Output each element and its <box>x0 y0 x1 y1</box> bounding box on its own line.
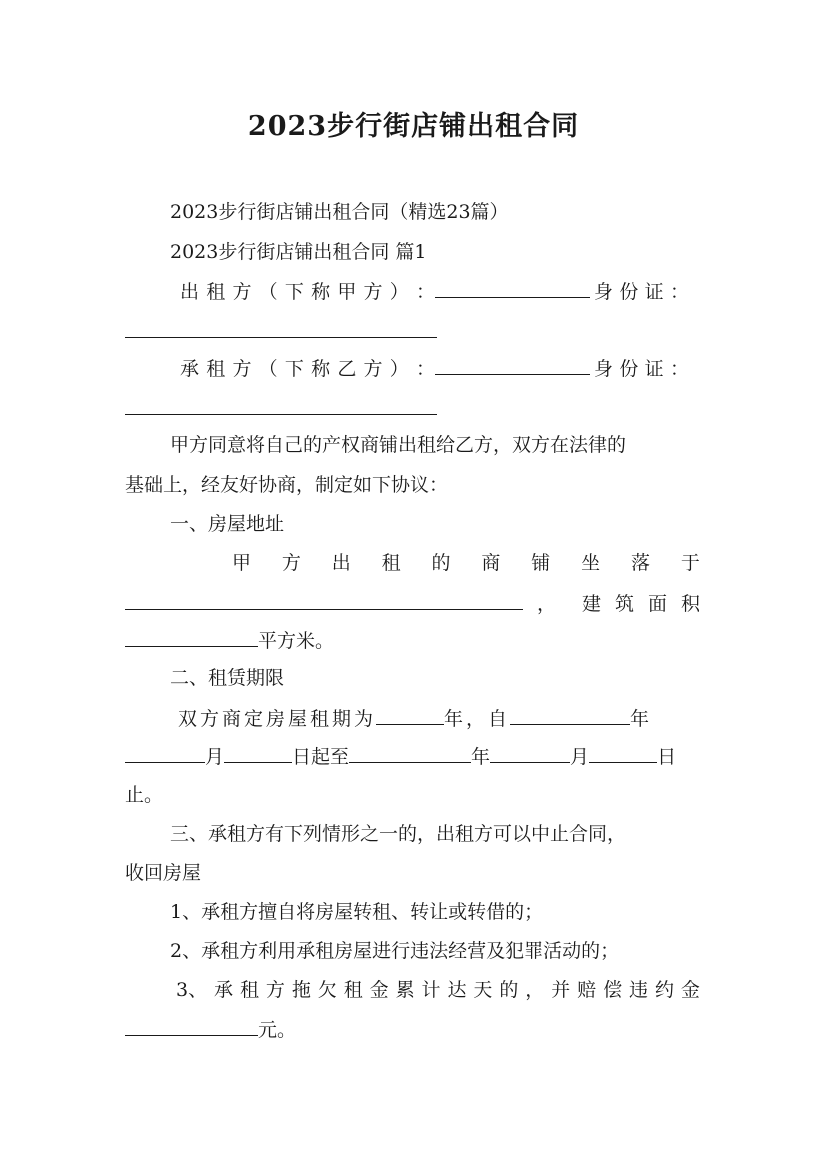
end-year-unit: 年 <box>471 746 491 768</box>
section-1-char-3: 租 <box>381 552 401 574</box>
area-label-char-1: 筑 <box>615 593 635 615</box>
party-b-id-char-2: 证 <box>644 358 664 380</box>
section-3-item-3-cont <box>125 1016 700 1043</box>
party-a-id-label <box>594 279 689 305</box>
start-day-blank <box>224 743 292 763</box>
party-b-id-char-0: 身 <box>594 358 614 380</box>
location-blank <box>125 590 523 610</box>
item-3-char-6: 租 <box>343 979 363 1001</box>
start-year-blank <box>510 705 630 725</box>
subtitle: 2023步行街店铺出租合同（精选23篇） <box>170 201 509 223</box>
start-month-unit: 月 <box>205 746 225 768</box>
item-3-char-7: 金 <box>369 979 389 1001</box>
start-month-blank <box>125 743 205 763</box>
end-month-blank <box>490 743 570 763</box>
item-3-char-2: 租 <box>239 979 259 1001</box>
party-b-label-char-5: 称 <box>311 358 331 380</box>
area-label-char-3: 积 <box>680 593 700 615</box>
section-1-char-5: 商 <box>481 552 501 574</box>
item-3-char-8: 累 <box>395 979 415 1001</box>
party-a-id-char-1: 份 <box>619 281 639 303</box>
section-2-line-1 <box>178 705 700 732</box>
party-a-label-char-9: ： <box>415 281 435 303</box>
party-a-label-char-2: 方 <box>232 281 252 303</box>
item-3-char-5: 欠 <box>317 979 337 1001</box>
party-b-line <box>180 355 690 382</box>
section-2-line-2 <box>125 743 700 770</box>
end-month-unit: 月 <box>570 746 590 768</box>
party-a-label-char-5: 称 <box>311 281 331 303</box>
item-3-char-9: 计 <box>421 979 441 1001</box>
section-1-char-8: 落 <box>631 552 651 574</box>
section-1-line-3 <box>125 627 700 654</box>
item-3-char-15: 赔 <box>577 979 597 1001</box>
party-a-id-char-3: ： <box>669 281 689 303</box>
document-title: 2023步行街店铺出租合同 <box>247 111 580 142</box>
area-label-char-0: 建 <box>582 593 602 615</box>
area-label <box>582 591 700 617</box>
section-3-line-1: 三、承租方有下列情形之一的，出租方可以中止合同， <box>170 823 627 845</box>
party-b-label-char-8: ） <box>389 358 409 380</box>
term-from: ，自 <box>466 708 511 730</box>
area-unit: 平方米。 <box>258 630 335 652</box>
section-1-char-9: 于 <box>680 552 700 574</box>
section-1-char-7: 坐 <box>581 552 601 574</box>
item-3-char-18: 约 <box>654 979 674 1001</box>
section-3-item-1: 1、承租方擅自将房屋转租、转让或转借的； <box>170 901 544 923</box>
party-b-label <box>180 356 435 382</box>
party-b-id-line <box>125 395 700 422</box>
section-1-char-6: 铺 <box>531 552 551 574</box>
item-3-char-12: 的 <box>499 979 519 1001</box>
intro-line-1: 甲方同意将自己的产权商铺出租给乙方，双方在法律的 <box>170 434 627 456</box>
party-b-id-char-1: 份 <box>619 358 639 380</box>
item-3-char-14: 并 <box>551 979 571 1001</box>
party-b-label-char-3: （ <box>258 358 278 380</box>
party-a-id-char-2: 证 <box>644 281 664 303</box>
end-day-unit: 日 <box>657 746 677 768</box>
party-a-label-char-3: （ <box>258 281 278 303</box>
party-b-name-blank <box>435 355 590 375</box>
party-a-id-line <box>125 318 700 345</box>
term-prefix: 双方商定房屋租期为 <box>178 708 377 730</box>
party-b-label-char-6: 乙 <box>337 358 357 380</box>
section-1-char-4: 的 <box>431 552 451 574</box>
party-a-id-blank <box>125 318 437 338</box>
section-3-item-3 <box>176 977 700 1003</box>
item-3-char-0: 3、 <box>176 979 208 1001</box>
location-comma: ， <box>537 593 557 615</box>
area-blank <box>125 627 258 647</box>
item-3-char-16: 偿 <box>603 979 623 1001</box>
start-year-unit: 年 <box>630 708 653 730</box>
section-2-end: 止。 <box>125 784 164 806</box>
section-1-line-2 <box>125 590 700 617</box>
start-day-label: 日起至 <box>292 746 350 768</box>
party-a-label-char-0: 出 <box>180 281 200 303</box>
penalty-unit: 元。 <box>258 1019 297 1041</box>
item-3-char-1: 承 <box>214 979 234 1001</box>
item-3-char-4: 拖 <box>291 979 311 1001</box>
party-b-label-char-1: 租 <box>206 358 226 380</box>
party-a-id-char-0: 身 <box>594 281 614 303</box>
section-3-item-2: 2、承租方利用承租房屋进行违法经营及犯罪活动的； <box>170 940 620 962</box>
party-b-label-char-0: 承 <box>180 358 200 380</box>
section-1-line-1 <box>232 550 700 576</box>
section-1-char-0: 甲 <box>232 552 252 574</box>
section-1-char-2: 出 <box>331 552 351 574</box>
item-3-char-3: 方 <box>265 979 285 1001</box>
party-b-label-char-4: 下 <box>284 358 304 380</box>
party-a-label-char-1: 租 <box>206 281 226 303</box>
party-b-label-char-9: ： <box>415 358 435 380</box>
party-a-name-blank <box>435 278 590 298</box>
party-b-label-char-7: 方 <box>363 358 383 380</box>
party-b-label-char-2: 方 <box>232 358 252 380</box>
item-3-char-11: 天 <box>473 979 493 1001</box>
term-year-unit: 年 <box>444 708 467 730</box>
section-1-char-1: 方 <box>281 552 301 574</box>
party-a-label-char-6: 甲 <box>337 281 357 303</box>
item-3-char-19: 金 <box>680 979 700 1001</box>
party-a-label <box>180 279 435 305</box>
party-b-id-char-3: ： <box>669 358 689 380</box>
party-b-id-label <box>594 356 689 382</box>
end-year-blank <box>349 743 471 763</box>
party-a-line <box>180 278 690 305</box>
intro-line-2: 基础上，经友好协商，制定如下协议： <box>125 474 449 496</box>
area-label-char-2: 面 <box>647 593 667 615</box>
section-1-heading: 一、房屋地址 <box>170 513 285 535</box>
party-a-label-char-8: ） <box>389 281 409 303</box>
item-3-char-13: ， <box>525 979 545 1001</box>
item-3-char-10: 达 <box>447 979 467 1001</box>
article-heading: 2023步行街店铺出租合同 篇1 <box>170 241 427 263</box>
item-3-char-17: 违 <box>629 979 649 1001</box>
party-b-id-blank <box>125 395 437 415</box>
end-day-blank <box>589 743 657 763</box>
penalty-blank <box>125 1016 258 1036</box>
party-a-label-char-7: 方 <box>363 281 383 303</box>
section-3-line-2: 收回房屋 <box>125 862 202 884</box>
section-2-heading: 二、租赁期限 <box>170 667 285 689</box>
party-a-label-char-4: 下 <box>284 281 304 303</box>
term-years-blank <box>376 705 444 725</box>
